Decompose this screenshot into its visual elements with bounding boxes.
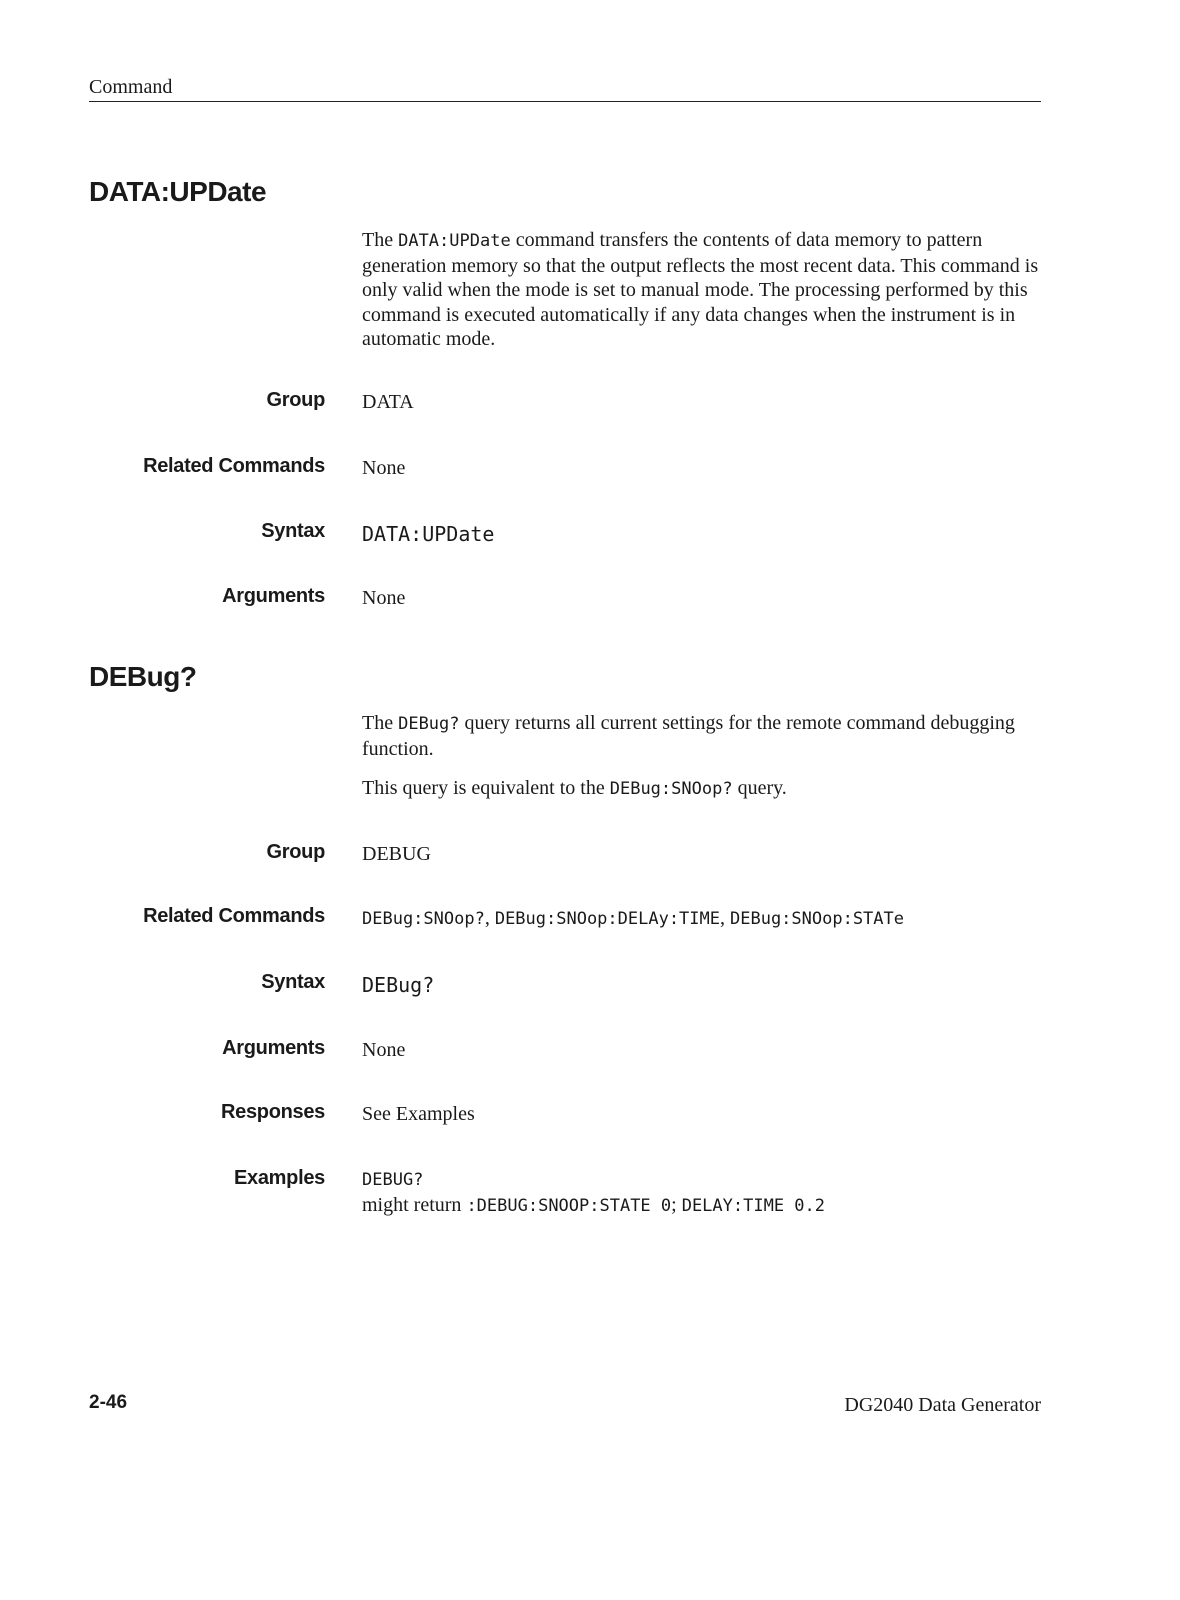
debug-description (362, 711, 1052, 761)
inline-code: DEBug:SNOop? (609, 779, 733, 799)
description-text: query returns all current settings for the remote command debugging function. (362, 712, 1015, 760)
related-command-snoop: DEBug:SNOop? (362, 909, 485, 929)
debug-examples-value (362, 1168, 1052, 1218)
related-separator: , (484, 907, 495, 929)
debug-arguments-value: None (362, 1039, 406, 1061)
description-text: query. (732, 777, 787, 799)
debug-related-value (362, 906, 1052, 932)
running-head-title: Command (89, 76, 173, 98)
example-result (362, 1193, 1052, 1219)
section-title-data-update: DATA:UPDate (89, 176, 267, 207)
debug-responses-label: Responses (220, 1101, 325, 1123)
description-text: The (362, 229, 399, 251)
debug-syntax-value: DEBug? (362, 973, 435, 997)
debug-arguments-label: Arguments (222, 1037, 325, 1059)
debug-syntax-label: Syntax (261, 971, 325, 993)
product-name: DG2040 Data Generator (844, 1394, 1041, 1416)
data-update-group-label: Group (266, 389, 325, 411)
debug-examples-label: Examples (234, 1167, 325, 1189)
debug-group-label: Group (266, 841, 325, 863)
data-update-syntax-label: Syntax (261, 520, 325, 542)
data-update-description (362, 228, 1052, 352)
example-command: DEBUG? (362, 1170, 424, 1190)
description-text: command transfers the contents of data memory to pattern generation memory so that the output reflects the most recent data. This command is only valid when the mode is set to manual mode. The processing performed by this command is executed automatically if any data changes when the instrument is in automatic mode. (362, 229, 1039, 350)
debug-group-value: DEBUG (362, 843, 431, 865)
data-update-related-value: None (362, 457, 406, 479)
inline-code: DEBug? (398, 714, 460, 734)
data-update-arguments-value: None (362, 587, 406, 609)
example-result-code: :DEBUG:SNOOP:STATE 0 (466, 1195, 672, 1216)
page-number: 2-46 (89, 1392, 128, 1413)
inline-code: DATA:UPDate (398, 231, 511, 251)
example-result-prefix: might return (362, 1193, 467, 1216)
data-update-group-value: DATA (362, 391, 414, 413)
related-separator: , (720, 907, 730, 929)
running-head (89, 76, 1041, 102)
example-result-separator: ; (671, 1193, 682, 1216)
description-text: The (362, 712, 399, 734)
related-command-snoop-state: DEBug:SNOop:STATe (730, 909, 904, 929)
data-update-arguments-label: Arguments (222, 585, 325, 607)
section-title-debug: DEBug? (89, 661, 197, 692)
debug-related-label: Related Commands (143, 905, 325, 927)
example-result-code: DELAY:TIME 0.2 (681, 1195, 825, 1216)
data-update-related-label: Related Commands (143, 455, 325, 477)
data-update-syntax-value: DATA:UPDate (362, 522, 495, 546)
debug-responses-value: See Examples (362, 1103, 475, 1125)
related-command-snoop-delay-time: DEBug:SNOop:DELAy:TIME (494, 909, 720, 929)
debug-description-equivalent (362, 776, 1052, 802)
description-text: This query is equivalent to the (362, 777, 610, 799)
